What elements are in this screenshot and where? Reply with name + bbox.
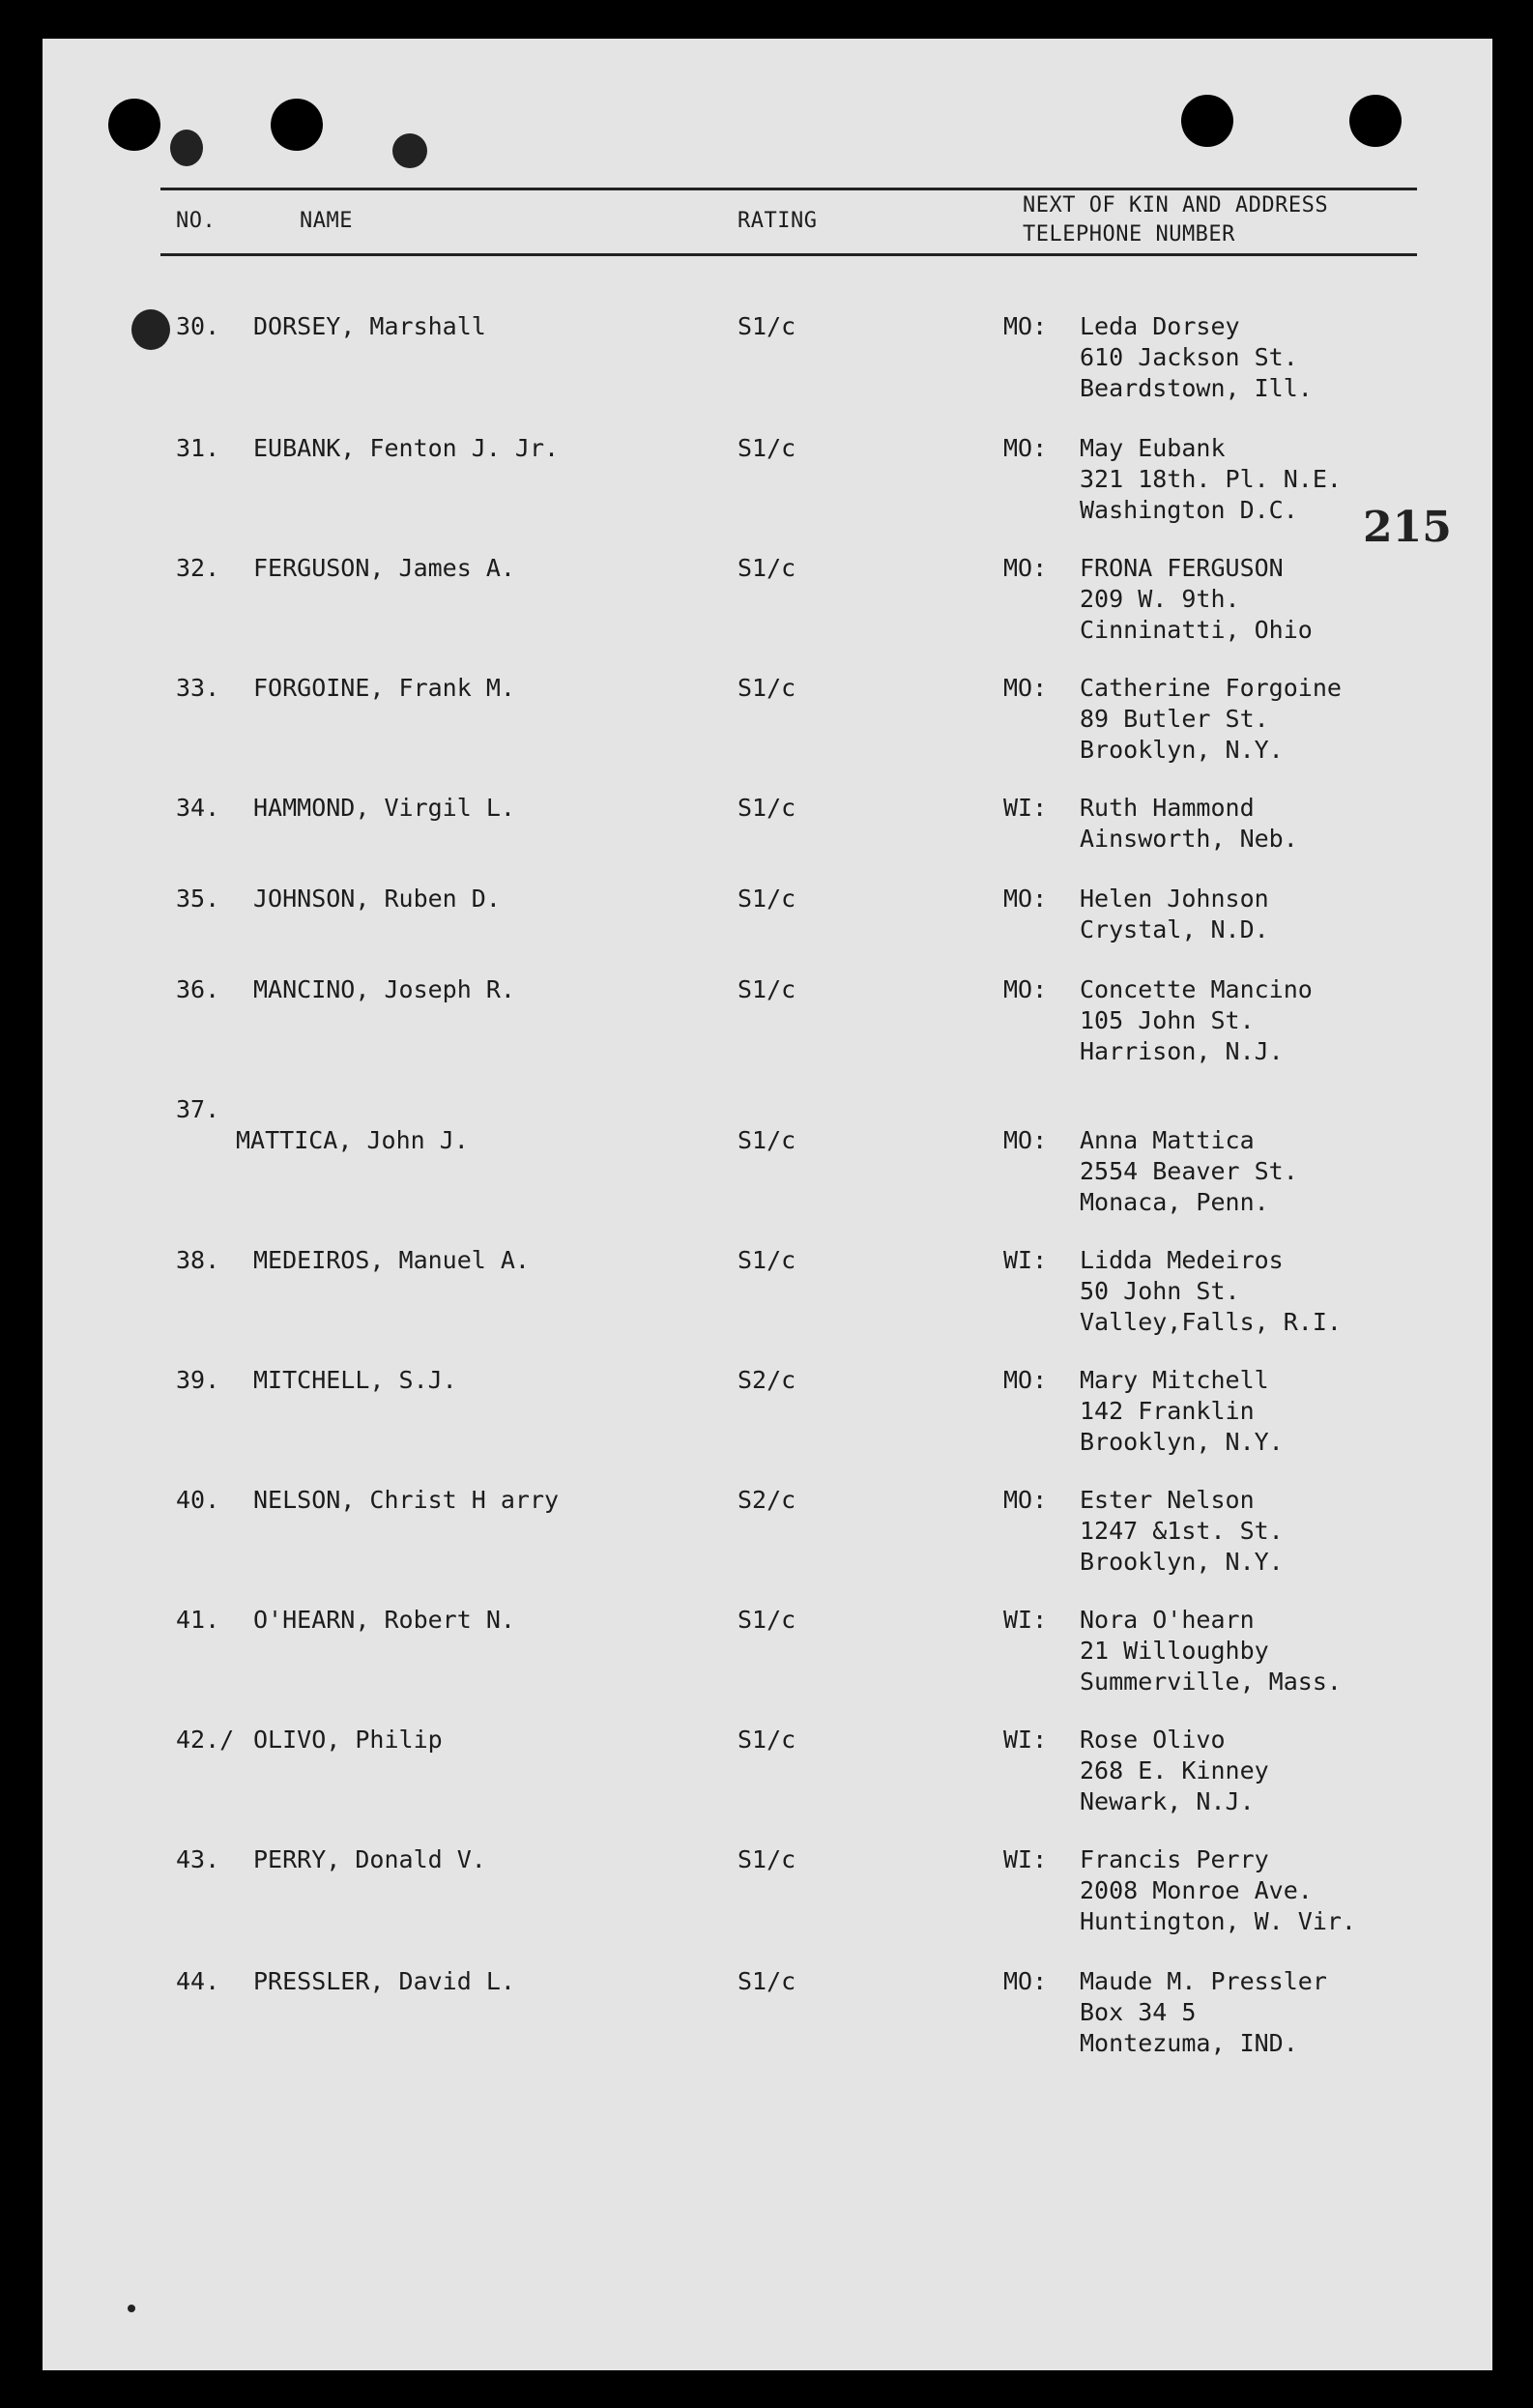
- relation-code: MO:: [1003, 312, 1048, 340]
- address-line: Ainsworth, Neb.: [1080, 825, 1298, 853]
- ink-blot: [392, 133, 427, 168]
- address-line: 50 John St.: [1080, 1277, 1240, 1305]
- address-line: Newark, N.J.: [1080, 1787, 1255, 1815]
- rating: S1/c: [738, 1606, 796, 1634]
- punch-hole: [1181, 95, 1233, 147]
- address-line: Summerville, Mass.: [1080, 1668, 1342, 1696]
- sailor-name: JOHNSON, Ruben D.: [253, 885, 501, 913]
- address-line: Brooklyn, N.Y.: [1080, 1428, 1284, 1456]
- row-number: 39.: [176, 1366, 220, 1394]
- next-of-kin-address: [1080, 673, 1342, 766]
- address-line: Brooklyn, N.Y.: [1080, 736, 1284, 764]
- row-number: 38.: [176, 1246, 220, 1274]
- relation-code: WI:: [1003, 1606, 1048, 1634]
- column-header-telephone: TELEPHONE NUMBER: [1023, 222, 1235, 247]
- next-of-kin-address: [1080, 793, 1298, 855]
- address-line: 209 W. 9th.: [1080, 585, 1240, 613]
- sailor-name: PRESSLER, David L.: [253, 1967, 515, 1995]
- address-line: Rose Olivo: [1080, 1726, 1226, 1754]
- rating: S1/c: [738, 975, 796, 1003]
- row-number: 30.: [176, 312, 220, 340]
- column-header-rating: RATING: [738, 209, 818, 233]
- address-line: Catherine Forgoine: [1080, 674, 1342, 702]
- address-line: Lidda Medeiros: [1080, 1246, 1284, 1274]
- header-top-rule: [160, 188, 1417, 190]
- address-line: Helen Johnson: [1080, 885, 1269, 913]
- next-of-kin-address: [1080, 1125, 1298, 1218]
- sailor-name: OLIVO, Philip: [253, 1726, 443, 1754]
- sailor-name: O'HEARN, Robert N.: [253, 1606, 515, 1634]
- row-number: 42./: [176, 1726, 235, 1754]
- rating: S1/c: [738, 312, 796, 340]
- sailor-name: EUBANK, Fenton J. Jr.: [253, 434, 560, 462]
- address-line: Maude M. Pressler: [1080, 1967, 1327, 1995]
- address-line: Leda Dorsey: [1080, 312, 1240, 340]
- relation-code: WI:: [1003, 1726, 1048, 1754]
- relation-code: MO:: [1003, 975, 1048, 1003]
- row-number: 40.: [176, 1486, 220, 1514]
- next-of-kin-address: [1080, 311, 1313, 404]
- sailor-name: HAMMOND, Virgil L.: [253, 794, 515, 822]
- address-line: 142 Franklin: [1080, 1397, 1255, 1425]
- row-number: 33.: [176, 674, 220, 702]
- next-of-kin-address: [1080, 1365, 1284, 1458]
- speck: [128, 2305, 135, 2312]
- rating: S1/c: [738, 794, 796, 822]
- sailor-name: DORSEY, Marshall: [253, 312, 486, 340]
- relation-code: MO:: [1003, 885, 1048, 913]
- sailor-name: PERRY, Donald V.: [253, 1845, 486, 1873]
- address-line: May Eubank: [1080, 434, 1226, 462]
- punch-hole: [271, 99, 323, 151]
- relation-code: MO:: [1003, 1126, 1048, 1154]
- relation-code: WI:: [1003, 794, 1048, 822]
- sailor-name: FERGUSON, James A.: [253, 554, 515, 582]
- rating: S1/c: [738, 1126, 796, 1154]
- page-number: 215: [1363, 503, 1452, 552]
- address-line: 2008 Monroe Ave.: [1080, 1876, 1313, 1904]
- rating: S2/c: [738, 1366, 796, 1394]
- rating: S1/c: [738, 1726, 796, 1754]
- next-of-kin-address: [1080, 974, 1313, 1067]
- relation-code: MO:: [1003, 674, 1048, 702]
- next-of-kin-address: [1080, 1485, 1284, 1578]
- next-of-kin-address: [1080, 553, 1313, 646]
- row-number: 35.: [176, 885, 220, 913]
- column-header-name: NAME: [300, 209, 353, 233]
- sailor-name: MITCHELL, S.J.: [253, 1366, 457, 1394]
- next-of-kin-address: [1080, 1605, 1342, 1697]
- relation-code: WI:: [1003, 1246, 1048, 1274]
- sailor-name: MANCINO, Joseph R.: [253, 975, 515, 1003]
- sailor-name: MATTICA, John J.: [236, 1126, 469, 1154]
- address-line: Ester Nelson: [1080, 1486, 1255, 1514]
- address-line: Montezuma, IND.: [1080, 2029, 1298, 2057]
- sailor-name: MEDEIROS, Manuel A.: [253, 1246, 530, 1274]
- address-line: 268 E. Kinney: [1080, 1756, 1269, 1784]
- row-number: 36.: [176, 975, 220, 1003]
- punch-hole: [131, 309, 170, 350]
- address-line: Concette Mancino: [1080, 975, 1313, 1003]
- address-line: 610 Jackson St.: [1080, 343, 1298, 371]
- address-line: Ruth Hammond: [1080, 794, 1255, 822]
- punch-hole: [108, 99, 160, 151]
- rating: S1/c: [738, 1246, 796, 1274]
- sailor-name: NELSON, Christ H arry: [253, 1486, 560, 1514]
- rating: S1/c: [738, 674, 796, 702]
- punch-hole: [1349, 95, 1402, 147]
- address-line: Brooklyn, N.Y.: [1080, 1548, 1284, 1576]
- rating: S1/c: [738, 885, 796, 913]
- relation-code: MO:: [1003, 434, 1048, 462]
- relation-code: MO:: [1003, 1967, 1048, 1995]
- address-line: Crystal, N.D.: [1080, 915, 1269, 943]
- address-line: Valley,Falls, R.I.: [1080, 1308, 1342, 1336]
- relation-code: MO:: [1003, 554, 1048, 582]
- header-bottom-rule: [160, 253, 1417, 256]
- column-header-next-of-kin: NEXT OF KIN AND ADDRESS: [1023, 193, 1329, 218]
- next-of-kin-address: [1080, 884, 1269, 945]
- address-line: FRONA FERGUSON: [1080, 554, 1284, 582]
- address-line: Huntington, W. Vir.: [1080, 1907, 1356, 1935]
- row-number: 44.: [176, 1967, 220, 1995]
- address-line: Washington D.C.: [1080, 496, 1298, 524]
- next-of-kin-address: [1080, 1966, 1327, 2059]
- next-of-kin-address: [1080, 433, 1342, 526]
- address-line: 2554 Beaver St.: [1080, 1157, 1298, 1185]
- rating: S1/c: [738, 1967, 796, 1995]
- address-line: Harrison, N.J.: [1080, 1037, 1284, 1065]
- rating: S1/c: [738, 554, 796, 582]
- address-line: 21 Willoughby: [1080, 1637, 1269, 1665]
- rating: S2/c: [738, 1486, 796, 1514]
- address-line: Francis Perry: [1080, 1845, 1269, 1873]
- address-line: Nora O'hearn: [1080, 1606, 1255, 1634]
- relation-code: MO:: [1003, 1486, 1048, 1514]
- row-number: 32.: [176, 554, 220, 582]
- ink-blot: [170, 130, 203, 166]
- relation-code: WI:: [1003, 1845, 1048, 1873]
- next-of-kin-address: [1080, 1245, 1342, 1338]
- relation-code: MO:: [1003, 1366, 1048, 1394]
- column-header-no: NO.: [176, 209, 217, 233]
- address-line: 105 John St.: [1080, 1006, 1255, 1034]
- address-line: Anna Mattica: [1080, 1126, 1255, 1154]
- address-line: 1247 &1st. St.: [1080, 1517, 1284, 1545]
- row-number: 37.: [176, 1095, 220, 1123]
- row-number: 43.: [176, 1845, 220, 1873]
- next-of-kin-address: [1080, 1725, 1269, 1817]
- row-number: 41.: [176, 1606, 220, 1634]
- row-number: 31.: [176, 434, 220, 462]
- address-line: Beardstown, Ill.: [1080, 374, 1313, 402]
- sailor-name: FORGOINE, Frank M.: [253, 674, 515, 702]
- address-line: 89 Butler St.: [1080, 705, 1269, 733]
- address-line: Monaca, Penn.: [1080, 1188, 1269, 1216]
- row-number: 34.: [176, 794, 220, 822]
- address-line: Box 34 5: [1080, 1998, 1197, 2026]
- address-line: 321 18th. Pl. N.E.: [1080, 465, 1342, 493]
- rating: S1/c: [738, 1845, 796, 1873]
- address-line: Mary Mitchell: [1080, 1366, 1269, 1394]
- rating: S1/c: [738, 434, 796, 462]
- next-of-kin-address: [1080, 1844, 1356, 1937]
- address-line: Cinninatti, Ohio: [1080, 616, 1313, 644]
